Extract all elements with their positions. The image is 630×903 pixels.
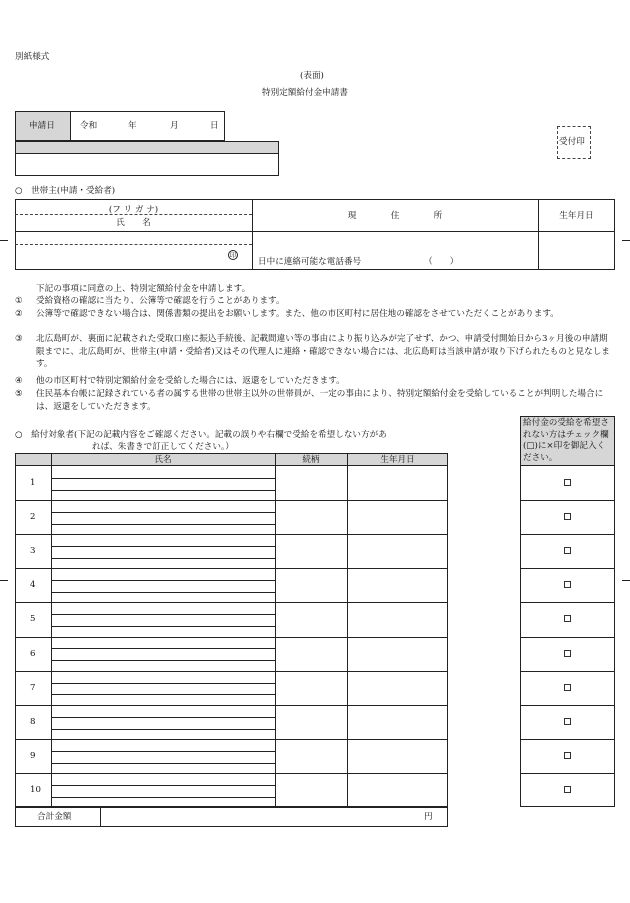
birthdate-label: 生年月日 <box>559 211 594 221</box>
note-5-text: 住民基本台帳に記録されている者の属する世帯の世帯主以外の世帯員が、一定の事由により、特別定額給付金を受給していることが判明した場合には、返還をしていただきます。 <box>36 389 604 412</box>
opt-out-checkbox[interactable] <box>564 650 571 657</box>
opt-out-checkbox[interactable] <box>564 581 571 588</box>
name-sub-line <box>51 751 275 752</box>
col-header-birthdate: 生年月日 <box>380 455 415 465</box>
name-sub-line <box>51 797 275 798</box>
note-1-num: ① <box>15 296 23 306</box>
note-2-text: 公簿等で確認できない場合は、関係書類の提出をお願いします。また、他の市区町村に居住地の確認をさせていただくことがあります。 <box>36 309 559 319</box>
table-row-number: 10 <box>30 784 41 795</box>
opt-out-table <box>520 416 615 807</box>
total-label: 合計金額 <box>37 812 72 822</box>
name-sub-line <box>51 785 275 786</box>
opt-out-row-divider <box>520 671 615 672</box>
name-sub-line <box>51 763 275 764</box>
name-sub-line <box>51 660 275 661</box>
note-4-text: 他の市区町村で特別定額給付金を受給した場合には、返還をしていただきます。 <box>36 376 345 386</box>
phone-label: 日中に連絡可能な電話番号 <box>258 257 362 267</box>
opt-out-checkbox[interactable] <box>564 718 571 725</box>
table-row-number: 6 <box>30 648 36 659</box>
margin-mark-left-bottom <box>0 580 8 581</box>
margin-mark-right-bottom <box>622 580 630 581</box>
table-row-number: 9 <box>30 750 36 761</box>
householder-table-divider <box>15 231 615 232</box>
office-use-shaded-row <box>15 141 279 154</box>
name-sub-line <box>51 592 275 593</box>
table-row-divider <box>15 500 448 501</box>
agreement-intro: 下記の事項に同意の上、特別定額給付金を申請します。 <box>36 284 251 294</box>
furigana-label: (フ リ ガ ナ) <box>108 205 159 215</box>
total-divider <box>100 807 101 827</box>
table-row-divider <box>15 637 448 638</box>
opt-out-checkbox[interactable] <box>564 752 571 759</box>
name-sub-line <box>51 524 275 525</box>
name-sub-line <box>51 626 275 627</box>
table-row-number: 7 <box>30 682 36 693</box>
table-row-divider <box>15 671 448 672</box>
margin-mark-right-top <box>622 240 630 241</box>
table-row-divider <box>15 739 448 740</box>
opt-out-checkbox[interactable] <box>564 547 571 554</box>
recipients-col-divider-relation <box>347 453 348 807</box>
householder-section-label: ○ 世帯主(申請・受給者) <box>15 186 116 196</box>
side-label: (表面) <box>300 71 324 81</box>
opt-out-checkbox[interactable] <box>564 479 571 486</box>
opt-out-row-divider <box>520 739 615 740</box>
table-row-number: 3 <box>30 546 36 557</box>
name-sub-line <box>51 546 275 547</box>
reception-stamp-label: 受付印 <box>559 137 585 147</box>
page-title: 特別定額給付金申請書 <box>262 88 348 98</box>
address-label: 現 住 所 <box>347 211 443 221</box>
opt-out-row-divider <box>520 602 615 603</box>
name-sub-line <box>51 694 275 695</box>
col-header-name: 氏名 <box>154 455 172 465</box>
opt-out-header: 給付金の受給を希望されない方はチェック欄(□)に×印を御記入ください。 <box>523 418 609 463</box>
note-3-text: 北広島町が、裏面に記載された受取口座に振込手続後、記載間違い等の事由により振り込みが完了せず、かつ、申請受付開始日から3ヶ月後の申請期限までに、北広島町が、世帯主(申請・受給者)又はその代理人に連絡・確認できない場合には、北広島町は当該申請が取り下げられたものと見なします。 <box>36 334 610 369</box>
note-1-text: 受給資格の確認に当たり、公簿等で確認を行うことがあります。 <box>36 296 285 306</box>
opt-out-checkbox[interactable] <box>564 615 571 622</box>
col-header-relation: 続柄 <box>302 455 320 465</box>
note-5-num: ⑤ <box>15 389 23 399</box>
opt-out-row-divider <box>520 773 615 774</box>
name-sub-line <box>51 512 275 513</box>
table-row-number: 2 <box>30 512 36 523</box>
householder-col-divider-2 <box>538 199 539 270</box>
opt-out-checkbox[interactable] <box>564 684 571 691</box>
application-date-label: 申請日 <box>29 121 55 131</box>
opt-out-row-divider <box>520 534 615 535</box>
table-row-number: 8 <box>30 716 36 727</box>
recipients-section-label-cont: れば、朱書きで訂正してください。） <box>92 442 234 452</box>
name-sub-line <box>51 729 275 730</box>
table-row-divider <box>15 602 448 603</box>
seal-mark-icon: 印 <box>229 251 237 259</box>
total-row <box>15 807 448 827</box>
furigana-input-divider <box>15 244 252 245</box>
recipients-table <box>15 453 448 807</box>
note-4-num: ④ <box>15 376 23 386</box>
name-sub-line <box>51 614 275 615</box>
opt-out-row-divider <box>520 500 615 501</box>
name-sub-line <box>51 717 275 718</box>
recipients-section-label: ○ 給付対象者(下記の記載内容をご確認ください。記載の誤りや右欄で受給を希望しない方があ <box>15 430 387 440</box>
table-row-number: 1 <box>30 478 36 489</box>
opt-out-checkbox[interactable] <box>564 786 571 793</box>
name-sub-line <box>51 478 275 479</box>
total-unit: 円 <box>424 812 433 822</box>
name-sub-line <box>51 490 275 491</box>
table-row-divider <box>15 534 448 535</box>
form-label: 別紙様式 <box>15 52 50 62</box>
date-year-label[interactable]: 年 <box>128 121 137 131</box>
date-month-label[interactable]: 月 <box>170 121 179 131</box>
opt-out-row-divider <box>520 705 615 706</box>
table-row-number: 5 <box>30 614 36 625</box>
date-day-label[interactable]: 日 <box>210 121 219 131</box>
name-sub-line <box>51 580 275 581</box>
table-row-divider <box>15 705 448 706</box>
recipients-col-divider-name <box>275 453 276 807</box>
name-label: 氏 名 <box>116 218 151 228</box>
name-sub-line <box>51 683 275 684</box>
table-row-number: 4 <box>30 580 36 591</box>
opt-out-row-divider <box>520 637 615 638</box>
householder-col-divider-1 <box>252 199 253 270</box>
name-sub-line <box>51 648 275 649</box>
note-3-num: ③ <box>15 334 23 344</box>
table-row-divider <box>15 568 448 569</box>
phone-parens[interactable]: （ ） <box>424 257 459 267</box>
recipients-col-divider-num <box>51 453 52 807</box>
note-2-num: ② <box>15 309 23 319</box>
table-row-divider <box>15 773 448 774</box>
opt-out-row-divider <box>520 568 615 569</box>
margin-mark-left-top <box>0 240 8 241</box>
date-era: 令和 <box>80 121 98 131</box>
opt-out-checkbox[interactable] <box>564 513 571 520</box>
name-sub-line <box>51 558 275 559</box>
